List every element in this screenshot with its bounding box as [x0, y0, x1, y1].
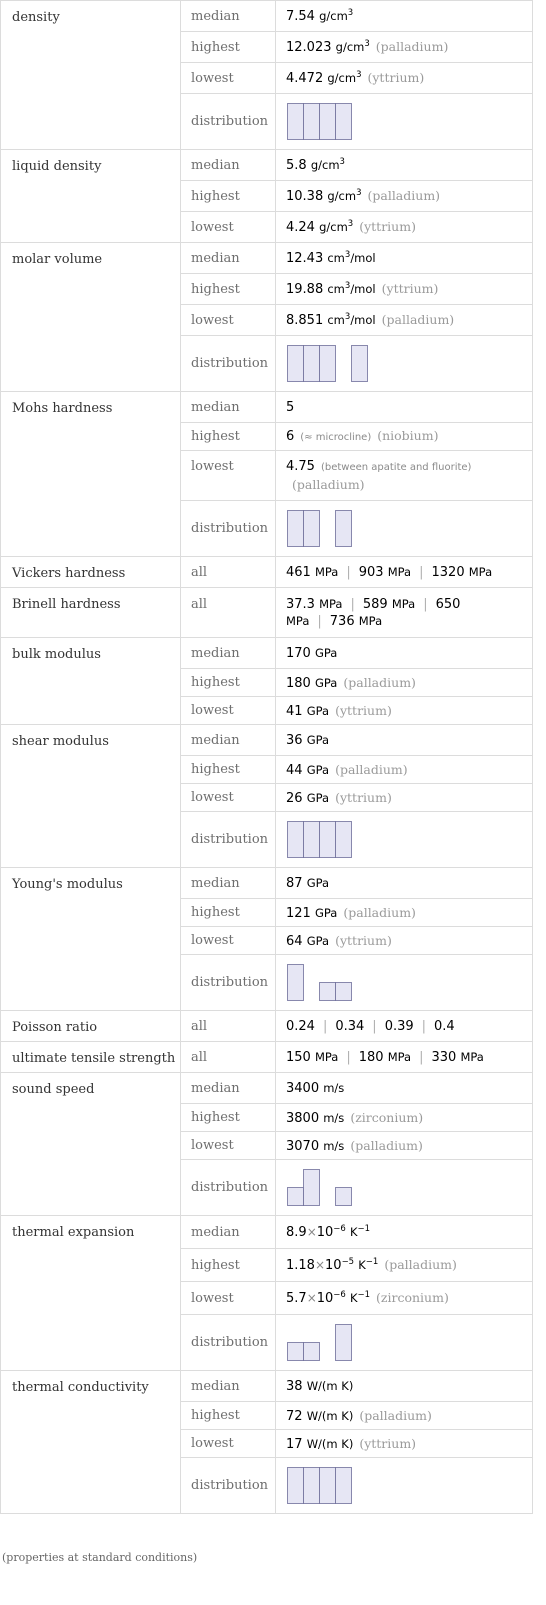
mohs-highest: 6 (≈ microcline) (niobium): [276, 423, 533, 451]
thermal-conductivity-lowest: 17 W/(m K) (yttrium): [276, 1430, 533, 1458]
property-density: density: [1, 1, 181, 150]
sub-label-median: median: [181, 1216, 276, 1249]
thermal-expansion-distribution: [276, 1315, 533, 1371]
property-molar-volume: molar volume: [1, 243, 181, 392]
shear-highest: 44 GPa (palladium): [276, 756, 533, 784]
histogram-bar: [320, 1467, 336, 1503]
sub-label-median: median: [181, 1371, 276, 1402]
property-shear-modulus: shear modulus: [1, 725, 181, 868]
histogram-bar: [320, 821, 336, 857]
sub-label-median: median: [181, 725, 276, 756]
youngs-distribution-chart: [286, 963, 376, 1003]
histogram-bar: [320, 103, 336, 139]
sub-label-lowest: lowest: [181, 1430, 276, 1458]
property-liquid-density: liquid density: [1, 150, 181, 243]
bulk-median: 170 GPa: [276, 638, 533, 669]
sub-label-highest: highest: [181, 1249, 276, 1282]
thermal-expansion-highest: $1.18\times 10^{-5}$ $K^{-1}$ (palladium): [276, 1249, 533, 1282]
property-youngs-modulus: Young's modulus: [1, 868, 181, 1011]
molar-volume-distribution-chart: [286, 344, 376, 384]
histogram-bar: [288, 821, 304, 857]
shear-distribution-chart: [286, 820, 376, 860]
liquid-density-median: 5.8 $g/cm^3$: [276, 150, 533, 181]
mohs-lowest: 4.75 (between apatite and fluorite) (palladium): [276, 451, 533, 501]
sub-label-median: median: [181, 868, 276, 899]
sub-label-highest: highest: [181, 1402, 276, 1430]
property-vickers-hardness: Vickers hardness: [1, 557, 181, 588]
sub-label-distribution: distribution: [181, 94, 276, 150]
property-thermal-expansion: thermal expansion: [1, 1216, 181, 1371]
sub-label-median: median: [181, 638, 276, 669]
youngs-distribution: [276, 955, 533, 1011]
sub-label-highest: highest: [181, 274, 276, 305]
histogram-bar: [288, 103, 304, 139]
property-brinell-hardness: Brinell hardness: [1, 588, 181, 638]
footnote: (properties at standard conditions): [2, 1551, 198, 1564]
youngs-lowest: 64 GPa (yttrium): [276, 927, 533, 955]
molar-volume-median: 12.43 $cm^3$/mol: [276, 243, 533, 274]
sound-lowest: 3070 m/s (palladium): [276, 1132, 533, 1160]
histogram-bar: [288, 1342, 304, 1360]
histogram-bar: [304, 1169, 320, 1205]
sub-label-all: all: [181, 557, 276, 588]
thermal-expansion-distribution-chart: [286, 1323, 376, 1363]
histogram-bar: [288, 964, 304, 1000]
histogram-bar: [336, 982, 352, 1000]
thermal-expansion-median: $8.9\times 10^{-6}$ $K^{-1}$: [276, 1216, 533, 1249]
sub-label-lowest: lowest: [181, 63, 276, 94]
thermal-expansion-lowest: $5.7\times 10^{-6}$ $K^{-1}$ (zirconium): [276, 1282, 533, 1315]
histogram-bar: [336, 1467, 352, 1503]
bulk-lowest: 41 GPa (yttrium): [276, 697, 533, 725]
sub-label-lowest: lowest: [181, 784, 276, 812]
sub-label-distribution: distribution: [181, 1315, 276, 1371]
mohs-median: 5: [276, 392, 533, 423]
sub-label-median: median: [181, 1, 276, 32]
liquid-density-highest: 10.38 $g/cm^3$ (palladium): [276, 181, 533, 212]
molar-volume-lowest: 8.851 $cm^3$/mol (palladium): [276, 305, 533, 336]
sub-label-median: median: [181, 243, 276, 274]
sub-label-highest: highest: [181, 669, 276, 697]
histogram-bar: [336, 1187, 352, 1205]
sub-label-highest: highest: [181, 32, 276, 63]
brinell-values: 37.3 MPa | 589 MPa | 650 MPa | 736 MPa: [276, 588, 533, 638]
histogram-bar: [320, 345, 336, 381]
histogram-bar: [304, 1342, 320, 1360]
sub-label-median: median: [181, 1073, 276, 1104]
shear-lowest: 26 GPa (yttrium): [276, 784, 533, 812]
sub-label-distribution: distribution: [181, 501, 276, 557]
sub-label-lowest: lowest: [181, 451, 276, 501]
sub-label-highest: highest: [181, 899, 276, 927]
thermal-conductivity-distribution-chart: [286, 1466, 376, 1506]
mohs-distribution: [276, 501, 533, 557]
sub-label-lowest: lowest: [181, 1282, 276, 1315]
histogram-bar: [304, 103, 320, 139]
histogram-bar: [336, 103, 352, 139]
sub-label-median: median: [181, 150, 276, 181]
mohs-distribution-chart: [286, 509, 376, 549]
histogram-bar: [288, 1187, 304, 1205]
density-highest: 12.023 $g/cm^3$ (palladium): [276, 32, 533, 63]
density-lowest: 4.472 $g/cm^3$ (yttrium): [276, 63, 533, 94]
sub-label-highest: highest: [181, 181, 276, 212]
youngs-highest: 121 GPa (palladium): [276, 899, 533, 927]
sub-label-highest: highest: [181, 756, 276, 784]
sub-label-lowest: lowest: [181, 212, 276, 243]
bulk-highest: 180 GPa (palladium): [276, 669, 533, 697]
sub-label-lowest: lowest: [181, 927, 276, 955]
shear-median: 36 GPa: [276, 725, 533, 756]
sub-label-distribution: distribution: [181, 812, 276, 868]
sub-label-all: all: [181, 1042, 276, 1073]
histogram-bar: [336, 1324, 352, 1360]
thermal-conductivity-highest: 72 W/(m K) (palladium): [276, 1402, 533, 1430]
shear-distribution: [276, 812, 533, 868]
histogram-bar: [336, 821, 352, 857]
histogram-bar: [320, 982, 336, 1000]
sound-highest: 3800 m/s (zirconium): [276, 1104, 533, 1132]
sub-label-distribution: distribution: [181, 1160, 276, 1216]
histogram-bar: [352, 345, 368, 381]
property-ultimate-tensile-strength: ultimate tensile strength: [1, 1042, 181, 1073]
property-thermal-conductivity: thermal conductivity: [1, 1371, 181, 1514]
sub-label-distribution: distribution: [181, 1458, 276, 1514]
sub-label-lowest: lowest: [181, 1132, 276, 1160]
property-mohs-hardness: Mohs hardness: [1, 392, 181, 557]
uts-values: 150 MPa | 180 MPa | 330 MPa: [276, 1042, 533, 1073]
histogram-bar: [304, 821, 320, 857]
histogram-bar: [304, 510, 320, 546]
property-poisson-ratio: Poisson ratio: [1, 1011, 181, 1042]
liquid-density-lowest: 4.24 $g/cm^3$ (yttrium): [276, 212, 533, 243]
sound-median: 3400 m/s: [276, 1073, 533, 1104]
molar-volume-distribution: [276, 336, 533, 392]
histogram-bar: [288, 1467, 304, 1503]
sub-label-all: all: [181, 1011, 276, 1042]
sound-distribution-chart: [286, 1168, 376, 1208]
poisson-values: 0.24 | 0.34 | 0.39 | 0.4: [276, 1011, 533, 1042]
property-bulk-modulus: bulk modulus: [1, 638, 181, 725]
histogram-bar: [336, 510, 352, 546]
density-distribution: [276, 94, 533, 150]
sound-distribution: [276, 1160, 533, 1216]
histogram-bar: [288, 345, 304, 381]
property-sound-speed: sound speed: [1, 1073, 181, 1216]
sub-label-highest: highest: [181, 1104, 276, 1132]
vickers-values: 461 MPa | 903 MPa | 1320 MPa: [276, 557, 533, 588]
sub-label-distribution: distribution: [181, 336, 276, 392]
thermal-conductivity-median: 38 W/(m K): [276, 1371, 533, 1402]
density-distribution-chart: [286, 102, 376, 142]
sub-label-lowest: lowest: [181, 305, 276, 336]
sub-label-median: median: [181, 392, 276, 423]
sub-label-all: all: [181, 588, 276, 638]
sub-label-lowest: lowest: [181, 697, 276, 725]
histogram-bar: [304, 345, 320, 381]
thermal-conductivity-distribution: [276, 1458, 533, 1514]
histogram-bar: [288, 510, 304, 546]
molar-volume-highest: 19.88 $cm^3$/mol (yttrium): [276, 274, 533, 305]
youngs-median: 87 GPa: [276, 868, 533, 899]
density-median: 7.54 $g/cm^3$: [276, 1, 533, 32]
sub-label-highest: highest: [181, 423, 276, 451]
histogram-bar: [304, 1467, 320, 1503]
sub-label-distribution: distribution: [181, 955, 276, 1011]
